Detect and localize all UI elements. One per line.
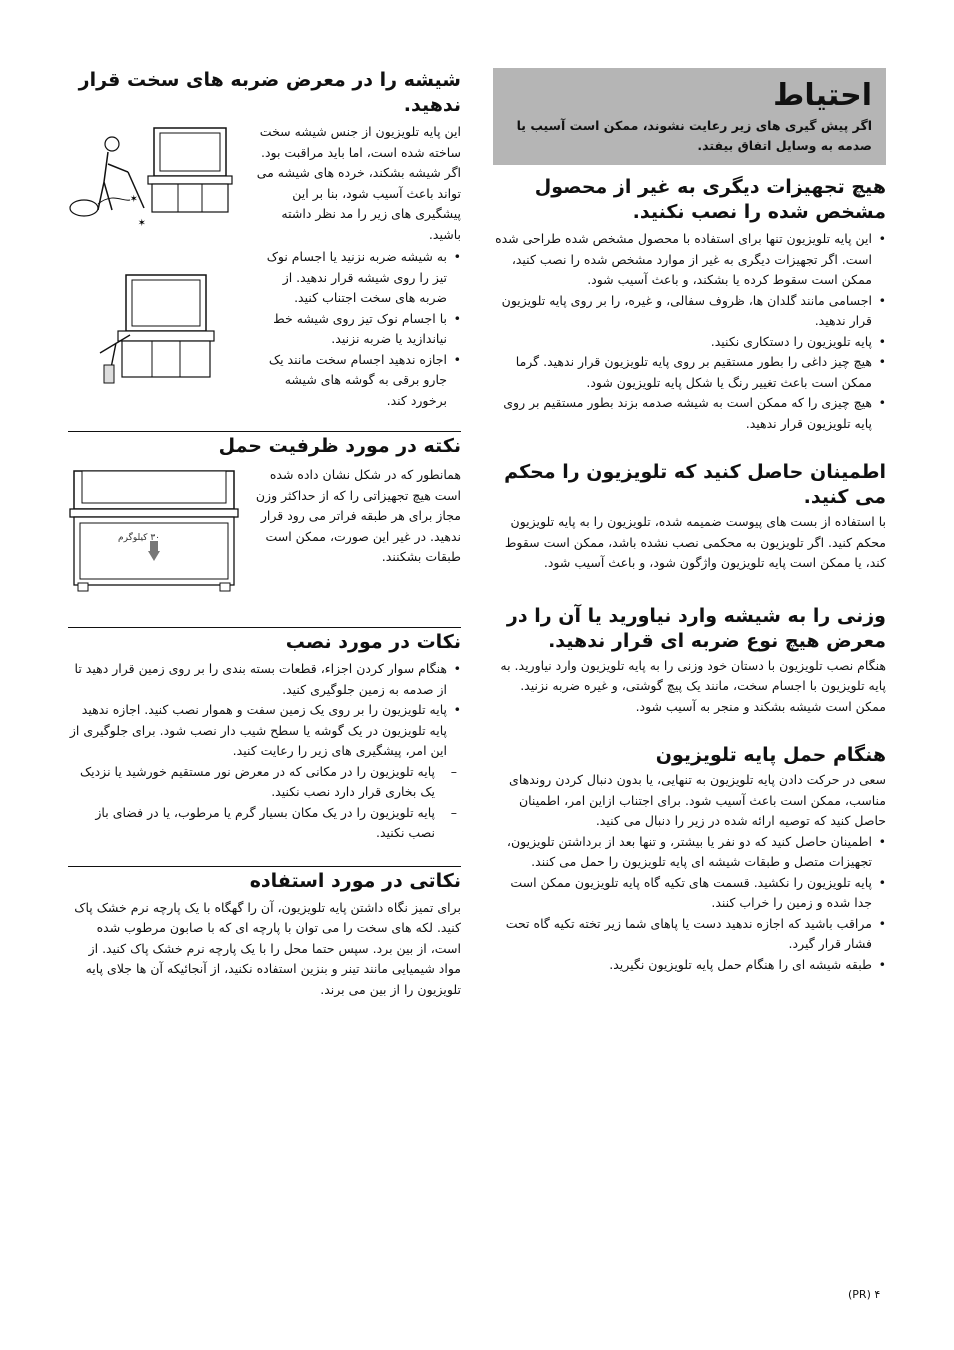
sharp-object-figure bbox=[96, 273, 236, 392]
section-no-impact bbox=[493, 604, 886, 718]
section-body: سعی در حرکت دادن پایه تلویزیون به تنهایی، یا بدون دنبال کردن روندهای مناسب، ممکن است باعث آسیب شود. برای اجتناب ازاین امر، اطمینان حاصل کنید که توصیه ارائه شده در زیر را دنبال می کنید. bbox=[509, 772, 886, 828]
list-item: • هیچ چیزی را که ممکن است به شیشه صدمه بزند بطور مستقیم بر روی پایه تلویزیون قرار ندهید. bbox=[493, 393, 872, 434]
caution-title: احتیاط bbox=[773, 78, 872, 113]
caution-box bbox=[493, 68, 886, 165]
section-body: همانطور که در شکل نشان داده شده است هیچ تجهیزاتی را که از حداکثر وزن مجاز برای هر طبقه فراتر می رود قرار ندهید. در غیر این صورت، ممکن است طبقات بشکنند. bbox=[255, 467, 461, 564]
bullet-list bbox=[493, 229, 886, 434]
list-item: • هنگام سوار کردن اجزاء، قطعات بسته بندی را بر روی زمین قرار دهید تا از صدمه به زمین جلوگیری کنید. bbox=[68, 659, 447, 700]
list-item: • پایه تلویزیون را نکشید. قسمت های تکیه گاه پایه تلویزیون ممکن است جدا شده و زمین را خراب کنند. bbox=[493, 873, 872, 914]
left-column bbox=[68, 68, 461, 1000]
bullet-list bbox=[254, 247, 461, 411]
bullet-list bbox=[68, 659, 461, 762]
sharp-object-illustration bbox=[96, 273, 236, 388]
list-item: • به شیشه ضربه نزنید یا اجسام نوک تیز را روی شیشه قرار ندهید. از ضربه های سخت اجتناب کنید. bbox=[254, 247, 447, 309]
section-installation bbox=[68, 627, 461, 844]
section-body: برای تمیز نگاه داشتن پایه تلویزیون، آن را گهگاه با یک پارچه نرم خشک پاک کنید. لکه های سخت را می توان با پارچه ای که با صابون مرطوب شده است، از بین برد. سپس حتما محل را با یک پارچه نرم خشک پاک کنید. از مواد شیمیایی مانند تینر و بنزین استفاده نکنید، از آنجائیکه آن ها جلای پایه تلویزیون را از بین می برند. bbox=[74, 899, 461, 997]
section-other-equipment bbox=[493, 175, 886, 434]
list-item: • این پایه تلویزیون تنها برای استفاده با محصول مشخص شده طراحی شده است. اگر تجهیزات دیگری به غیر از موارد مشخص شده را نصب کنید، ممکن است سقوط کرده یا بشکند، و باعث آسیب شود. bbox=[493, 229, 872, 291]
svg-text:✶: ✶ bbox=[137, 218, 146, 229]
section-heading: هنگام حمل پایه تلویزیون bbox=[655, 744, 886, 766]
section-body: این پایه تلویزیون از جنس شیشه سخت ساخته شده است، اما باید مراقبت بود. اگر شیشه بشکند، خرده های شیشه می تواند باعث آسیب شود، بنا بر این پیشگیری های زیر را مد نظر داشته باشید. bbox=[256, 124, 461, 242]
section-carrying bbox=[493, 743, 886, 975]
load-figure bbox=[68, 465, 243, 599]
page-number: (PR) ۴ bbox=[848, 1288, 881, 1301]
weight-label: ۳۰ کیلوگرم bbox=[118, 533, 160, 543]
section-body: هنگام نصب تلویزیون با دستان خود وزنی را به پایه تلویزیون وارد نیاورید. به پایه تلویزیون با اجسام سخت، مانند یک پیچ گوشتی، و غیره ضربه نزنید. ممکن است شیشه بشکند و منجر به آسیب شود. bbox=[500, 657, 886, 714]
section-heading: نکاتی در مورد استفاده bbox=[249, 869, 461, 892]
list-item: • پایه تلویزیون را بر روی یک زمین سفت و هموار نصب کنید. اجازه ندهید پایه تلویزیون در یک گوشه یا سطح شیب دار نصب شود. برای جلوگیری از این امر، پیشگیری های زیر را رعایت کنید. bbox=[68, 700, 447, 762]
list-item: • اطمینان حاصل کنید که دو نفر یا بیشتر، و تنها بعد از برداشتن تلویزیون، تجهیزات متصل و طبقات شیشه ای پایه تلویزیون را حمل می کنند. bbox=[493, 832, 872, 873]
section-usage bbox=[68, 866, 461, 1001]
bullet-list bbox=[493, 832, 886, 976]
section-heading: وزنی را به شیشه وارد نیاورید یا آن را در معرض هیچ نوع ضربه ای قرار ندهید. bbox=[506, 604, 886, 652]
section-heading: شیشه را در معرض ضربه های سخت قرار ندهید. bbox=[78, 69, 461, 116]
section-heading: هیچ تجهیزات دیگری به غیر از محصول مشخص شده را نصب نکنید. bbox=[534, 176, 886, 223]
section-heading: نکات در مورد نصب bbox=[285, 631, 461, 653]
right-column bbox=[493, 68, 886, 975]
svg-text:✶: ✶ bbox=[129, 194, 138, 205]
section-secure-tv bbox=[493, 460, 886, 574]
list-item: • با اجسام نوک تیز روی شیشه خط نیاندازید یا ضربه نزنید. bbox=[254, 309, 447, 350]
list-item: – پایه تلویزیون را در مکانی که در معرض نور مستقیم خورشید یا نزدیک یک بخاری قرار دارد نصب نکنید. bbox=[68, 762, 435, 803]
list-item: • مراقب باشید که اجازه ندهید دست یا پاهای شما زیر تخته تکیه گاه تحت فشار قرار گیرد. bbox=[493, 914, 872, 955]
list-item: • طبقه شیشه ای را هنگام حمل پایه تلویزیون نگیرید. bbox=[493, 955, 872, 976]
section-glass-impact bbox=[68, 68, 461, 411]
shelf-load-illustration bbox=[68, 465, 243, 595]
section-heading: نکته در مورد ظرفیت حمل bbox=[218, 435, 461, 457]
list-item: • پایه تلویزیون را دستکاری نکنید. bbox=[493, 332, 872, 353]
section-load-capacity bbox=[68, 431, 461, 599]
list-item: • اجسامی مانند گلدان ها، ظروف سفالی، و غیره، را بر روی پایه تلویزیون قرار ندهید. bbox=[493, 291, 872, 332]
list-item: – پایه تلویزیون را در یک مکان بسیار گرم یا مرطوب، یا در فضای باز نصب نکنید. bbox=[68, 803, 435, 844]
list-item: • هیچ چیز داغی را بطور مستقیم بر روی پایه تلویزیون قرار ندهید. گرما ممکن است باعث تغییر رنگ یا شکل پایه تلویزیون شود. bbox=[493, 352, 872, 393]
list-item: • اجازه ندهید اجسام سخت مانند یک جارو برقی به گوشه های شیشه برخورد کند. bbox=[254, 350, 447, 412]
section-heading: اطمینان حاصل کنید که تلویزیون را محکم می کنید. bbox=[504, 461, 886, 508]
dash-list bbox=[68, 762, 461, 844]
section-body: با استفاده از بست های پیوست ضمیمه شده، تلویزیون را به پایه تلویزیون محکم کنید. اگر تلویزیون به محکمی نصب نشده باشد، ممکن است سقوط کند، یا ممکن است پایه تلویزیون واژگون شود، و باعث آسیب شود. bbox=[504, 514, 886, 570]
caution-subtitle: اگر پیش گیری های زیر رعایت نشوند، ممکن است آسیب یا صدمه به وسایل اتفاق بیفتد. bbox=[516, 118, 872, 153]
